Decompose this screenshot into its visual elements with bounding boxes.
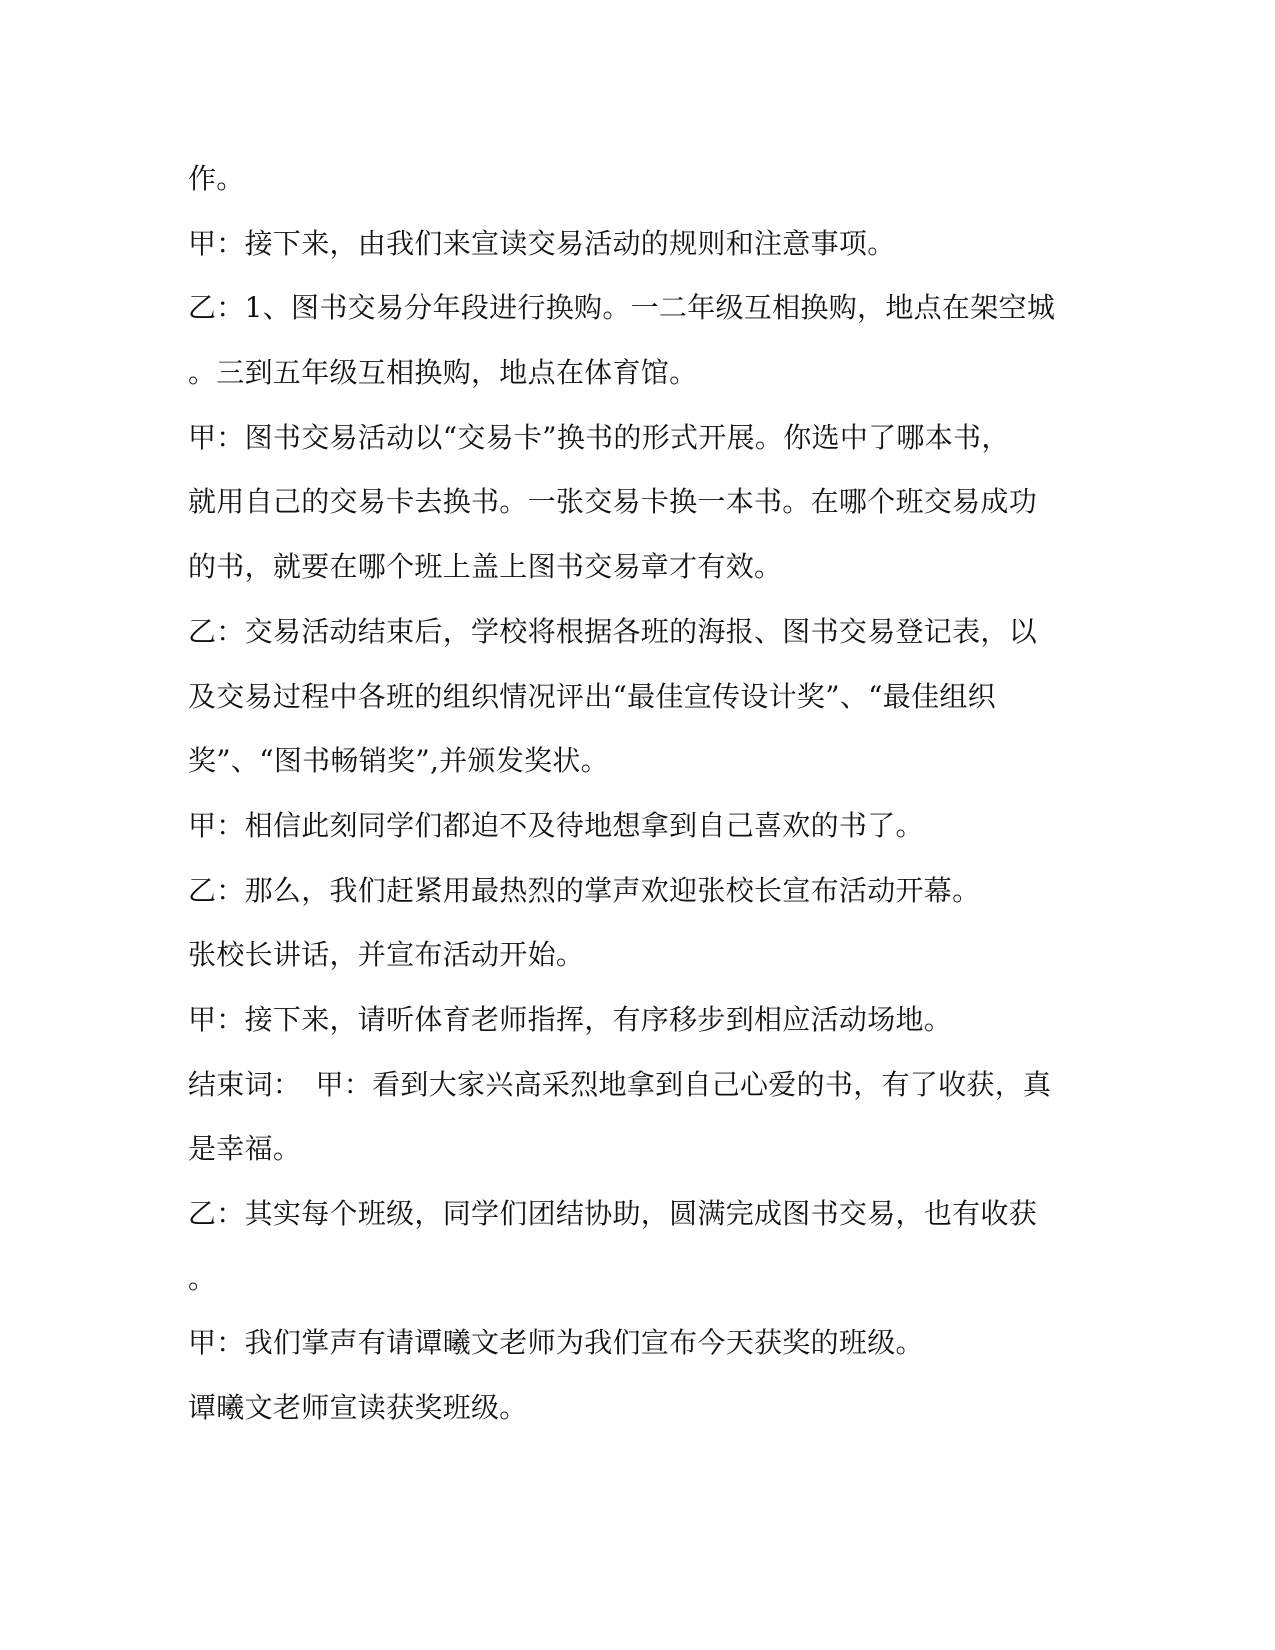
text-line: 乙：其实每个班级，同学们团结协助，圆满完成图书交易，也有收获 <box>188 1197 1038 1230</box>
text-line: 甲：接下来，由我们来宣读交易活动的规则和注意事项。 <box>188 226 896 260</box>
text-line: 甲：接下来，请听体育老师指挥，有序移步到相应活动场地。 <box>188 1002 953 1036</box>
text-line: 。 <box>188 1261 217 1295</box>
text-line: 乙：那么，我们赶紧用最热烈的掌声欢迎张校长宣布活动开幕。 <box>188 873 981 907</box>
text-line: 及交易过程中各班的组织情况评出“最佳宣传设计奖”、“最佳组织 <box>188 679 996 713</box>
text-line: 作。 <box>188 162 245 195</box>
document-body <box>188 158 1088 1452</box>
text-line: 是幸福。 <box>188 1132 302 1166</box>
text-line: 就用自己的交易卡去换书。一张交易卡换一本书。在哪个班交易成功 <box>188 485 1038 519</box>
text-line: 张校长讲话，并宣布活动开始。 <box>188 938 585 972</box>
text-line: 奖”、“图书畅销奖”,并颁发奖状。 <box>188 744 609 778</box>
text-line: 甲：相信此刻同学们都迫不及待地想拿到自己喜欢的书了。 <box>188 808 924 842</box>
text-line: 结束词： 甲：看到大家兴高采烈地拿到自己心爱的书，有了收获，真 <box>188 1067 1052 1101</box>
text-line: 乙：交易活动结束后，学校将根据各班的海报、图书交易登记表，以 <box>188 614 1038 648</box>
text-line: 谭曦文老师宣读获奖班级。 <box>188 1391 528 1425</box>
text-line: 乙：1、图书交易分年段进行换购。一二年级互相换购，地点在架空城 <box>188 291 1056 325</box>
text-line: 甲：图书交易活动以“交易卡”换书的形式开展。你选中了哪本书， <box>188 420 1010 454</box>
text-line: 的书，就要在哪个班上盖上图书交易章才有效。 <box>188 550 783 584</box>
text-line: 。三到五年级互相换购，地点在体育馆。 <box>188 356 698 390</box>
text-line: 甲：我们掌声有请谭曦文老师为我们宣布今天获奖的班级。 <box>188 1326 924 1360</box>
